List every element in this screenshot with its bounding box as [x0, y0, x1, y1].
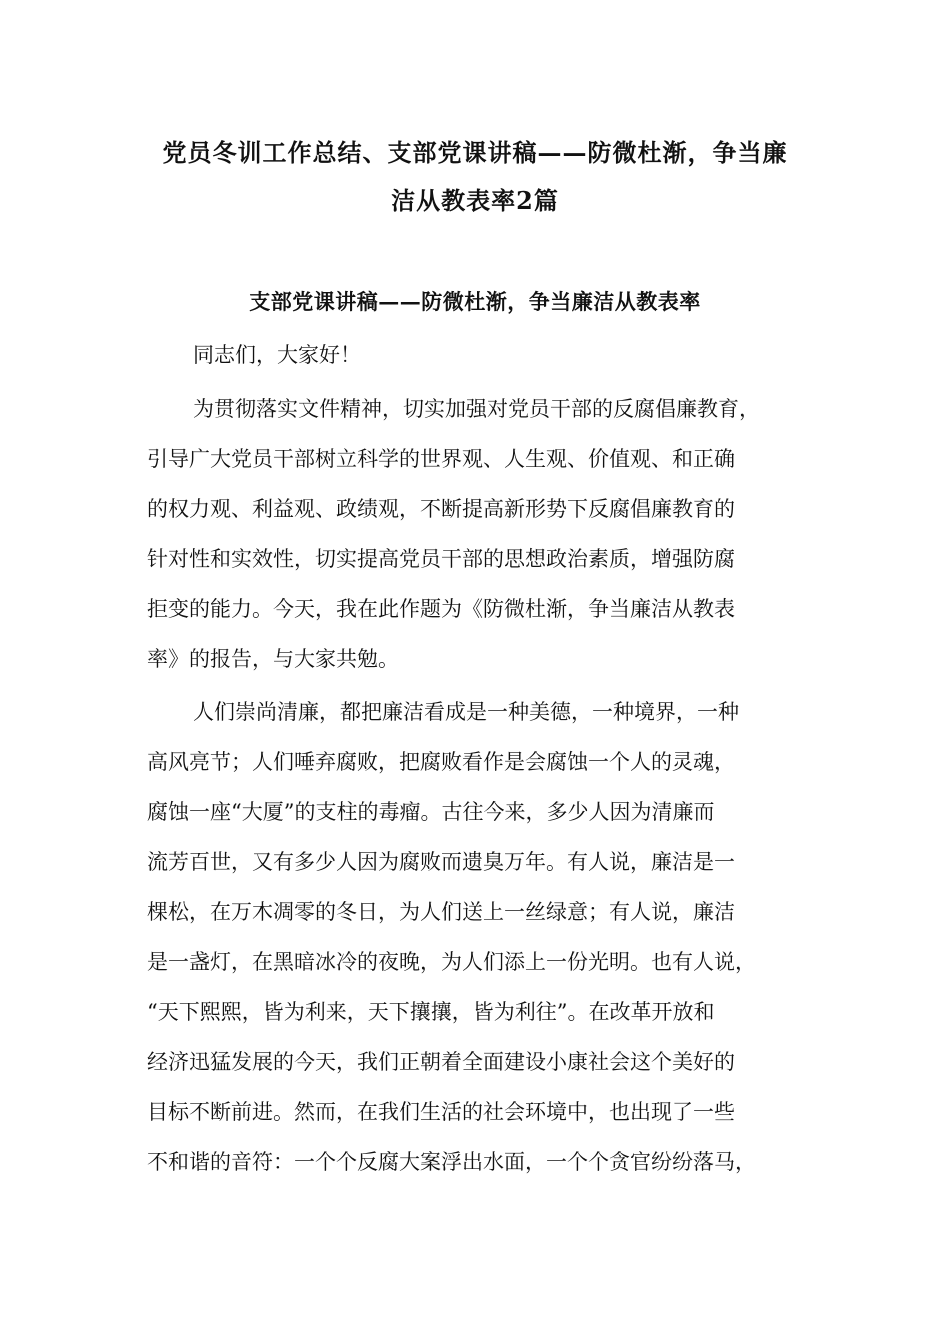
paragraph-2-line: 人们崇尚清廉，都把廉洁看成是一种美德，一种境界，一种	[193, 700, 739, 724]
paragraph-2-line: 高风亮节；人们唾弃腐败，把腐败看作是会腐蚀一个人的灵魂，	[147, 750, 735, 774]
paragraph-1-line: 拒变的能力。今天，我在此作题为《防微杜渐，争当廉洁从教表	[147, 597, 735, 621]
paragraph-2-line: 是一盏灯，在黑暗冰冷的夜晚，为人们添上一份光明。也有人说，	[147, 950, 756, 974]
paragraph-1-line: 引导广大党员干部树立科学的世界观、人生观、价值观、和正确	[147, 447, 735, 471]
paragraph-2-line: 流芳百世，又有多少人因为腐败而遗臭万年。有人说，廉洁是一	[147, 850, 735, 874]
paragraph-1-line: 率》的报告，与大家共勉。	[147, 647, 399, 671]
paragraph-2-line: 不和谐的音符：一个个反腐大案浮出水面，一个个贪官纷纷落马，	[147, 1150, 756, 1174]
paragraph-2-line: 目标不断前进。然而，在我们生活的社会环境中，也出现了一些	[147, 1100, 735, 1124]
document-title-line-1: 党员冬训工作总结、支部党课讲稿——防微杜渐，争当廉	[162, 138, 788, 167]
paragraph-2-line: 经济迅猛发展的今天，我们正朝着全面建设小康社会这个美好的	[147, 1050, 735, 1074]
paragraph-2-line: “天下熙熙，皆为利来，天下攘攘，皆为利往”。在改革开放和	[147, 1000, 715, 1024]
paragraph-2-line: 腐蚀一座“大厦”的支柱的毒瘤。古往今来，多少人因为清廉而	[147, 800, 715, 824]
paragraph-1-line: 针对性和实效性，切实提高党员干部的思想政治素质，增强防腐	[147, 547, 735, 571]
paragraph-1-line: 的权力观、利益观、政绩观，不断提高新形势下反腐倡廉教育的	[147, 497, 735, 521]
section-title: 支部党课讲稿——防微杜渐，争当廉洁从教表率	[249, 289, 701, 314]
greeting: 同志们，大家好！	[193, 343, 361, 367]
document-title-line-2: 洁从教表率2篇	[391, 186, 559, 215]
paragraph-2-line: 棵松，在万木凋零的冬日，为人们送上一丝绿意；有人说，廉洁	[147, 900, 735, 924]
paragraph-1-line: 为贯彻落实文件精神，切实加强对党员干部的反腐倡廉教育，	[193, 397, 760, 421]
